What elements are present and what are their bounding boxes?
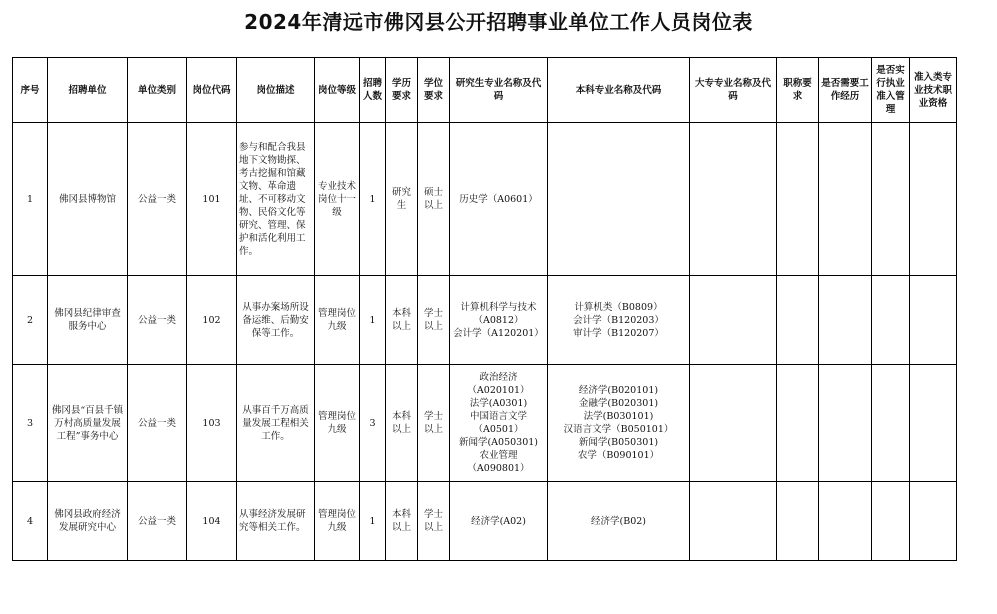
- cell-unit: 佛冈县纪律审查服务中心: [48, 276, 128, 365]
- cell-college-major: [690, 482, 777, 561]
- major-line: 政治经济: [479, 372, 518, 383]
- cell-work-exp: [819, 123, 872, 276]
- cell-qualification: [910, 365, 957, 482]
- cell-degree: 学士以上: [418, 482, 450, 561]
- table-header-row: [13, 58, 957, 123]
- header-unit: 招聘单位: [48, 58, 128, 123]
- cell-bach-major: [548, 482, 690, 561]
- cell-unit: 佛冈县“百县千镇万村高质量发展工程”事务中心: [48, 365, 128, 482]
- header-num: 招聘人数: [360, 58, 386, 123]
- header-bach-major: 本科专业名称及代码: [548, 58, 690, 123]
- cell-post-level: 管理岗位九级: [315, 482, 360, 561]
- major-line: （A020101）: [467, 385, 530, 396]
- cell-post-desc: 参与和配合我县地下文物勘探、考古挖掘和馆藏文物、革命遗址、不可移动文物、民俗文化等研究、管理、保护和活化利用工作。: [237, 123, 315, 276]
- major-line: 审计学（B120207）: [573, 327, 664, 339]
- cell-degree: 学士以上: [418, 276, 450, 365]
- header-work-exp: 是否需要工作经历: [819, 58, 872, 123]
- cell-edu: 本科以上: [386, 276, 418, 365]
- table-row: [13, 276, 957, 365]
- major-line: 新闻学(B050301): [578, 437, 659, 448]
- cell-seq: 4: [13, 482, 48, 561]
- major-line: （A0812）: [473, 314, 524, 326]
- cell-edu: 本科以上: [386, 482, 418, 561]
- cell-num: 1: [360, 482, 386, 561]
- cell-post-code: 101: [187, 123, 237, 276]
- cell-post-level: 专业技术岗位十一级: [315, 123, 360, 276]
- major-line: 法学(A0301): [469, 398, 528, 409]
- cell-bach-major: [548, 276, 690, 365]
- page-title: 2024年清远市佛冈县公开招聘事业单位工作人员岗位表: [244, 10, 753, 34]
- cell-title-req: [777, 276, 819, 365]
- table-row: [13, 482, 957, 561]
- cell-bach-major: [548, 123, 690, 276]
- cell-grad-major: [450, 365, 548, 482]
- cell-unit-type: 公益一类: [128, 123, 187, 276]
- cell-seq: 2: [13, 276, 48, 365]
- cell-post-level: 管理岗位九级: [315, 365, 360, 482]
- major-line: 农业管理: [479, 450, 518, 461]
- cell-work-exp: [819, 365, 872, 482]
- cell-post-code: 104: [187, 482, 237, 561]
- cell-num: 1: [360, 123, 386, 276]
- header-practice: 是否实行执业准入管理: [872, 58, 910, 123]
- major-line: 中国语言文学: [469, 411, 527, 422]
- header-college-major: 大专专业名称及代码: [690, 58, 777, 123]
- cell-degree: 学士以上: [418, 365, 450, 482]
- cell-unit-type: 公益一类: [128, 276, 187, 365]
- cell-degree: 硕士以上: [418, 123, 450, 276]
- cell-title-req: [777, 123, 819, 276]
- cell-post-code: 103: [187, 365, 237, 482]
- header-seq: 序号: [13, 58, 48, 123]
- cell-post-desc: 从事办案场所设备运维、后勤安保等工作。: [237, 276, 315, 365]
- major-line: 历史学（A0601）: [459, 193, 538, 205]
- table-row: [13, 365, 957, 482]
- major-line: 法学(B030101): [583, 411, 654, 422]
- cell-title-req: [777, 365, 819, 482]
- header-unit-type: 单位类别: [128, 58, 187, 123]
- cell-grad-major: [450, 276, 548, 365]
- major-line: 金融学(B020301): [578, 398, 659, 409]
- header-edu: 学历要求: [386, 58, 418, 123]
- cell-qualification: [910, 123, 957, 276]
- table-row: [13, 123, 957, 276]
- cell-bach-major: [548, 365, 690, 482]
- cell-unit: 佛冈县博物馆: [48, 123, 128, 276]
- cell-seq: 3: [13, 365, 48, 482]
- header-post-desc: 岗位描述: [237, 58, 315, 123]
- cell-college-major: [690, 123, 777, 276]
- cell-qualification: [910, 276, 957, 365]
- cell-practice: [872, 276, 910, 365]
- cell-college-major: [690, 365, 777, 482]
- cell-work-exp: [819, 482, 872, 561]
- header-title-req: 职称要求: [777, 58, 819, 123]
- major-line: 计算机类（B0809）: [574, 301, 663, 313]
- cell-title-req: [777, 482, 819, 561]
- cell-practice: [872, 365, 910, 482]
- major-line: （A090801）: [467, 463, 530, 474]
- header-degree: 学位要求: [418, 58, 450, 123]
- header-qualification: 准入类专业技术职业资格: [910, 58, 957, 123]
- major-line: 农学（B090101）: [577, 450, 660, 461]
- cell-seq: 1: [13, 123, 48, 276]
- cell-grad-major: [450, 482, 548, 561]
- cell-num: 1: [360, 276, 386, 365]
- cell-qualification: [910, 482, 957, 561]
- cell-unit-type: 公益一类: [128, 365, 187, 482]
- major-line: （A0501）: [473, 424, 524, 435]
- header-grad-major: 研究生专业名称及代码: [450, 58, 548, 123]
- cell-unit-type: 公益一类: [128, 482, 187, 561]
- cell-college-major: [690, 276, 777, 365]
- cell-post-desc: 从事百千万高质量发展工程相关工作。: [237, 365, 315, 482]
- cell-work-exp: [819, 276, 872, 365]
- cell-grad-major: [450, 123, 548, 276]
- major-line: 新闻学(A050301): [458, 437, 539, 448]
- major-line: 经济学(B02): [591, 515, 646, 527]
- cell-post-desc: 从事经济发展研究等相关工作。: [237, 482, 315, 561]
- major-line: 汉语言文学（B050101）: [563, 424, 674, 435]
- cell-post-code: 102: [187, 276, 237, 365]
- positions-table: [12, 57, 957, 561]
- header-post-code: 岗位代码: [187, 58, 237, 123]
- cell-post-level: 管理岗位九级: [315, 276, 360, 365]
- cell-num: 3: [360, 365, 386, 482]
- major-line: 会计学（A120201）: [453, 327, 544, 339]
- cell-edu: 研究生: [386, 123, 418, 276]
- cell-unit: 佛冈县政府经济发展研究中心: [48, 482, 128, 561]
- major-line: 计算机科学与技术: [460, 301, 537, 313]
- major-line: 经济学(B020101): [578, 385, 659, 396]
- major-line: 会计学（B120203）: [573, 314, 664, 326]
- major-line: 经济学(A02): [471, 515, 526, 527]
- header-post-level: 岗位等级: [315, 58, 360, 123]
- cell-practice: [872, 123, 910, 276]
- cell-practice: [872, 482, 910, 561]
- cell-edu: 本科以上: [386, 365, 418, 482]
